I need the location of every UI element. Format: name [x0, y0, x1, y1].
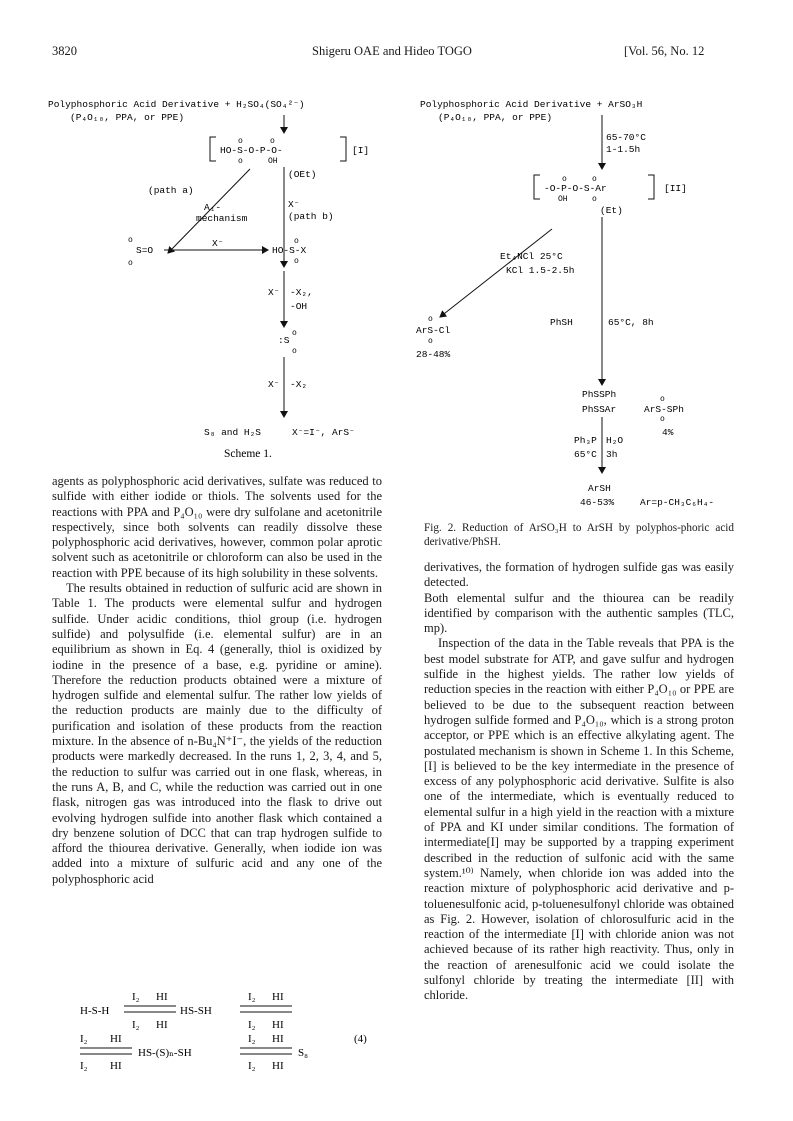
path-a-label: (path a) — [148, 185, 194, 196]
eq4-hi: HI — [272, 1060, 284, 1072]
eq4-i2: I₂ — [80, 1060, 88, 1072]
phsh-conditions: 65°C, 8h — [608, 317, 654, 328]
eq4-hi: HI — [156, 1019, 168, 1031]
eq4-i2: I₂ — [248, 1019, 256, 1031]
eq4-i2: I₂ — [248, 991, 256, 1003]
eq4-hsh: H-S-H — [80, 1005, 110, 1017]
eq4-i2: I₂ — [132, 991, 140, 1003]
right-column — [424, 560, 734, 1004]
arso2sph-yield: 4% — [662, 427, 674, 438]
page-number: 3820 — [52, 44, 77, 58]
oxo-mark: o — [128, 259, 133, 268]
x2-label: -X₂ — [290, 379, 308, 390]
ar-definition: Ar=p-CH₃C₆H₄- — [640, 497, 715, 508]
arsh-yield: 46-53% — [580, 497, 615, 508]
oxo-mark: o — [270, 137, 275, 146]
intermediate-I-label: [I] — [352, 145, 370, 156]
eq4-hssnsh: HS-(S)ₙ-SH — [138, 1047, 192, 1059]
right-paragraph-1: derivatives, the formation of hydrogen sulfide gas was easily detected. — [424, 560, 734, 590]
scheme1-caption: Scheme 1. — [224, 448, 272, 460]
scheme1-top-label: Polyphosphoric Acid Derivative + H₂SO₄(SO₄²⁻) — [48, 99, 305, 110]
oxo-mark: o — [128, 236, 133, 245]
oxo-mark: o — [292, 347, 297, 356]
arso2sph-label: ArS-SPh — [644, 404, 684, 415]
et-label: (Et) — [600, 205, 623, 216]
scheme-1 — [40, 95, 380, 470]
bracket-left — [534, 175, 540, 199]
left-column — [52, 474, 382, 887]
oxo-mark: o — [660, 395, 665, 404]
bracket-left — [210, 137, 216, 161]
so3-label: S=O — [136, 245, 154, 256]
journal-volume: [Vol. 56, No. 12 — [624, 44, 705, 58]
oh-mark: OH — [268, 157, 278, 166]
arso2cl-yield: 28-48% — [416, 349, 451, 360]
scheme1-x-definition: X⁻=I⁻, ArS⁻ — [292, 427, 355, 438]
equation-4 — [80, 990, 380, 1072]
eq4-i2: I₂ — [248, 1060, 256, 1072]
x-minus-label-4: X⁻ — [268, 379, 280, 390]
oxo-mark: o — [562, 175, 567, 184]
scheme1-top-label-2: (P₄O₁₀, PPA, or PPE) — [70, 112, 185, 123]
oxo-mark: o — [660, 415, 665, 424]
eq4-hi: HI — [272, 1019, 284, 1031]
eq4-hi: HI — [110, 1060, 122, 1072]
arsh-label: ArSH — [588, 483, 611, 494]
intermediate-I-structure: HO-S-O-P-O- — [220, 145, 283, 156]
cond3-temp: 65°C — [574, 449, 597, 460]
right-paragraph-2: Both elemental sulfur and the thiourea can be readily identified by comparison with the authentic samples (TLC, mp). — [424, 590, 734, 636]
a1-label: A₁- — [204, 202, 222, 213]
scheme1-products: S₈ and H₂S — [204, 427, 262, 438]
ph3p-label: Ph₃P — [574, 435, 597, 446]
oxo-mark: o — [294, 237, 299, 246]
oet-label: (OEt) — [288, 169, 317, 180]
fig2-cond-time: 1-1.5h — [606, 144, 641, 155]
eq4-hi: HI — [110, 1033, 122, 1045]
eq4-hssh: HS-SH — [180, 1005, 212, 1017]
oxo-mark: o — [294, 257, 299, 266]
fig2-cond-temp: 65-70°C — [606, 132, 646, 143]
et4ncl-label: Et₄NCl 25°C — [500, 251, 563, 262]
fig2-top-label-2: (P₄O₁₀, PPA, or PPE) — [438, 112, 553, 123]
oxo-mark: o — [592, 195, 597, 204]
fig2-top-label: Polyphosphoric Acid Derivative + ArSO₃H — [420, 99, 643, 110]
path-b-label: (path b) — [288, 211, 334, 222]
phssar-label: PhSSAr — [582, 404, 617, 415]
oxo-mark: o — [238, 157, 243, 166]
oxo-mark: o — [428, 315, 433, 324]
eq4-s8: S₈ — [298, 1047, 308, 1059]
intermediate-II-label: [II] — [664, 183, 687, 194]
oh-label: -OH — [290, 301, 308, 312]
oxo-mark: o — [428, 337, 433, 346]
eq4-hi: HI — [272, 991, 284, 1003]
eq4-hi: HI — [156, 991, 168, 1003]
bracket-right — [340, 137, 346, 161]
x-minus-label: X⁻ — [288, 199, 300, 210]
mechanism-label: mechanism — [196, 213, 248, 224]
oh-mark: OH — [558, 195, 568, 204]
arso2cl-label: ArS-Cl — [416, 325, 451, 336]
eq4-number: (4) — [354, 1033, 367, 1045]
sulfite-label: :S — [278, 335, 290, 346]
left-paragraph-2: The results obtained in reduction of sulfuric acid are shown in Table 1. The products were elemental sulfur and hydrogen sulfide. Under acidic conditions, thiol group (i.e. hydrogen sulfide) and polysulfide (i.e. elemental sulfur) are in an equilibrium as shown in Eq. 4 (generally, thiol is oxidized by iodine in the presence of a base, e.g. pyridine or amine). Therefore the reduction products obtained were a mixture of hydrogen sulfide and elemental sulfur. The rather low yields of the reduction products are mainly due to the difficulty of purification and isolation of these products from the reaction mixture. In the absence of n-Bu₄N⁺I⁻, the yields of the reduction products were markedly decreased. In the runs 1, 2, 3, 4, and 5, the reduction to sulfur was carried out in one flask, whereas, in the runs A, B, and C, while the reduction was carried out in one flask, nitrogen gas was introduced into the flask to drive out evolving hydrogen sulfide into another flask which contained a dry benzene solution of DCC that can trap hydrogen sulfide to afford the thiourea derivative. Generally, when iodide ion was added into a mixture of sulfuric acid and any one of the polyphosphoric acid — [52, 581, 382, 886]
cond3-time: 3h — [606, 449, 618, 460]
x-minus-label-2: X⁻ — [212, 238, 224, 249]
eq4-hi: HI — [272, 1033, 284, 1045]
oxo-mark: o — [292, 329, 297, 338]
oxo-mark: o — [592, 175, 597, 184]
fig2-caption: Fig. 2. Reduction of ArSO₃H to ArSH by polyphos-phoric acid derivative/PhSH. — [424, 522, 734, 548]
eq4-i2: I₂ — [132, 1019, 140, 1031]
hoso2x-label: HO-S-X — [272, 245, 307, 256]
phsh-label: PhSH — [550, 317, 573, 328]
h2o-label: H₂O — [606, 435, 624, 446]
x2-oh-label: -X₂, — [290, 287, 313, 298]
bracket-right — [648, 175, 654, 199]
intermediate-II-structure: -O-P-O-S-Ar — [544, 183, 607, 194]
figure-2 — [408, 95, 753, 515]
oxo-mark: o — [238, 137, 243, 146]
phssph-label: PhSSPh — [582, 389, 617, 400]
x-minus-label-3: X⁻ — [268, 287, 280, 298]
left-paragraph-1: agents as polyphosphoric acid derivatives, sulfate was reduced to sulfide with either iodide or thiols. The solvents used for the reactions with PPA and P₄O₁₀ were dry sulfolane and acetonitrile respectively, since both solvents can readily dissolve these polyphosphoric acid derivatives, however, common polar aprotic solvent such as acetonitrile or chloroform can also be used in the reaction with PPE because of its high solubility in these solvents. — [52, 474, 382, 580]
running-authors: Shigeru OAE and Hideo TOGO — [312, 44, 472, 58]
right-paragraph-3: Inspection of the data in the Table reveals that PPA is the best model substrate for ATP, and gave sulfur and hydrogen sulfide in the highest yields. The rather low yields of reduction species in the reaction with either P₄O₁₀ or PPE are believed to be due to the subsequent reaction between hydrogen sulfide formed and P₄O₁₀, which is a strong proton acceptor, or PPE which is an effective alkylating agent. The postulated mechanism is shown in Scheme 1. In this Scheme, [I] is believed to be the key intermediate in the presence of excess of any polyphosphoric acid derivative. Sulfite is also one of the intermediate, which is eventually reduced to elemental sulfur in a high yield in the reaction with a mixture of PPA and KI under similar conditions. The formation of intermediate[I] may be supported by a trapping experiment described in the reduction of sulfonic acid with the same system.¹⁰⁾ Namely, when chloride ion was added into the reaction mixture of polyphosphoric acid derivative and p-toluenesulfonic acid, p-toluenesulfonyl chloride was obtained as Fig. 2. However, isolation of chlorosulfuric acid in the reaction of the intermediate [I] with chloride anion was not achieved because of its rather high reactivity. Thus, only in the reaction of arenesulfonic acid we could isolate the sulfonyl chloride by treating the intermediate [II] with chloride. — [424, 636, 734, 1003]
eq4-i2: I₂ — [248, 1033, 256, 1045]
kcl-label: KCl 1.5-2.5h — [506, 265, 575, 276]
eq4-i2: I₂ — [80, 1033, 88, 1045]
